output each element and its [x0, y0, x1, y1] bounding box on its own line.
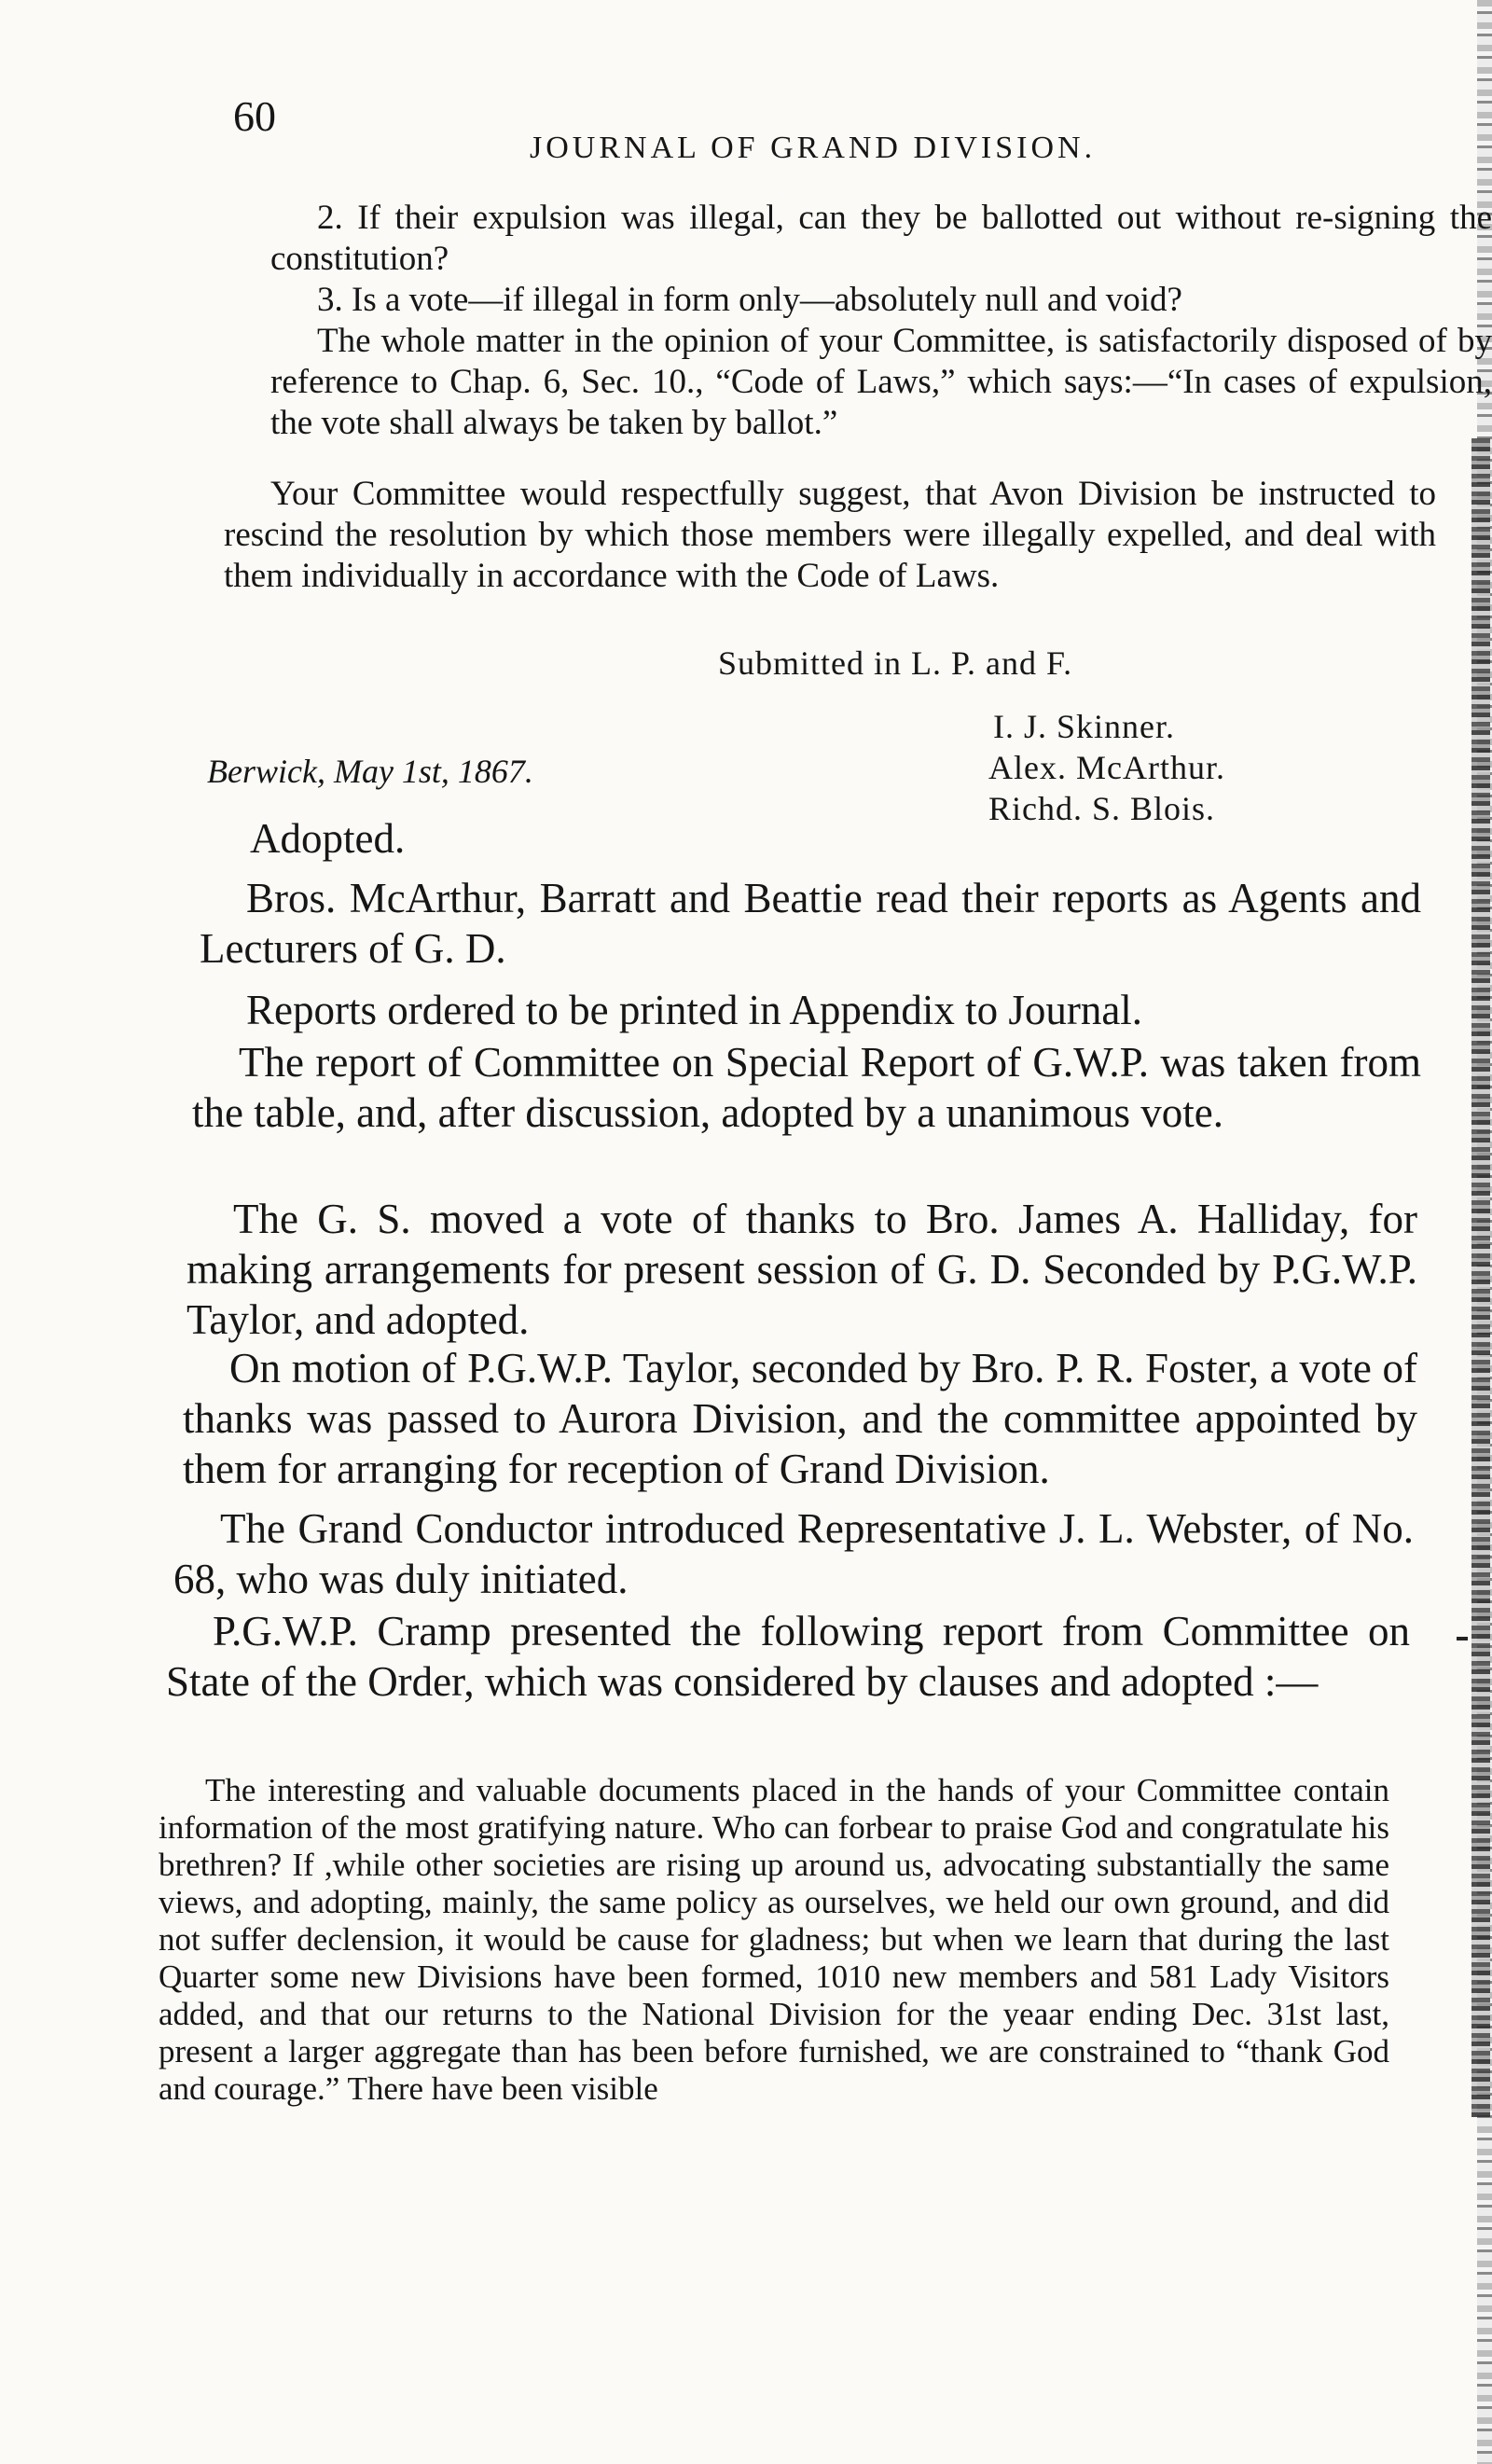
running-title: JOURNAL OF GRAND DIVISION.: [530, 131, 1097, 165]
minutes-thanks-aurora: On motion of P.G.W.P. Taylor, seconded by Bro. P. R. Foster, a vote of thanks was passed to Aurora Division, and the committee appointed by them for arranging for reception of Grand Division.: [183, 1345, 1417, 1492]
adopted-note: Adopted.: [250, 815, 406, 862]
committee-opinion: The whole matter in the opinion of your Committee, is satisfactorily disposed of by reference to Chap. 6, Sec. 10., “Code of Laws,” which says:—“In cases of expulsion, the vote shall always be taken by ballot.”: [270, 322, 1492, 442]
committee-suggestion: Your Committee would respectfully suggest, that Avon Division be instructed to rescind the resolution by which those members were illegally expelled, and deal with them individually in accordance with the Code of Laws.: [224, 475, 1436, 595]
binding-shadow: [1471, 438, 1490, 2117]
minutes-agents-reports: Bros. McArthur, Barratt and Beattie read their reports as Agents and Lecturers of G. D.: [200, 875, 1421, 972]
state-of-order-report: The interesting and valuable documents placed in the hands of your Committee contain information of the most gratifying nature. Who can forbear to praise God and congratulate his brethren? If ,while other societies are rising up around us, advocating substantially the same views, and adopting, mainly, the same policy as ourselves, we held our own ground, and did not suffer declension, it would be cause for gladness; but when we learn that during the last Quarter some new Divisions have been formed, 1010 new members and 581 Lady Visitors added, and that our returns to the National Division for the yeaar ending Dec. 31st last, present a larger aggregate than has been before furnished, we are constrained to “thank God and courage.” There have been visible: [159, 1772, 1389, 2107]
question-2: 2. If their expulsion was illegal, can they be ballotted out without re-signing the constitution?: [270, 199, 1492, 278]
question-3: 3. Is a vote—if illegal in form only—absolutely null and void?: [317, 281, 1182, 319]
page-number: 60: [233, 92, 276, 140]
place-and-date: Berwick, May 1st, 1867.: [207, 753, 533, 790]
minutes-reports-printed: Reports ordered to be printed in Appendix to Journal.: [246, 987, 1143, 1033]
minutes-cramp-report: P.G.W.P. Cramp presented the following report from Committee on State of the Order, which was considered by clauses and adopted :—: [166, 1608, 1410, 1705]
submitted-line: Submitted in L. P. and F.: [718, 644, 1073, 682]
signatory-2: Alex. McArthur.: [988, 749, 1225, 786]
minutes-special-report: The report of Committee on Special Report of G.W.P. was taken from the table, and, after discussion, adopted by a unanimous vote.: [192, 1039, 1421, 1136]
signatory-3: Richd. S. Blois.: [988, 790, 1216, 827]
minutes-thanks-halliday: The G. S. moved a vote of thanks to Bro. James A. Halliday, for making arrangements for present session of G. D. Seconded by P.G.W.P. Taylor, and adopted.: [186, 1196, 1417, 1343]
minutes-webster-initiated: The Grand Conductor introduced Representative J. L. Webster, of No. 68, who was duly initiated.: [173, 1505, 1414, 1602]
margin-mark: [1457, 1637, 1468, 1640]
signatory-1: I. J. Skinner.: [993, 708, 1176, 745]
